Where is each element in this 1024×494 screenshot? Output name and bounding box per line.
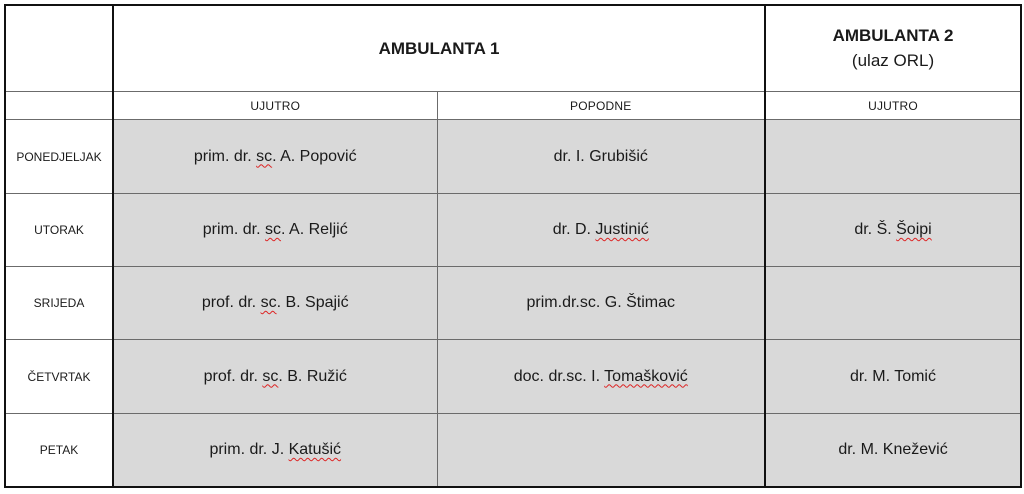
name-part-underlined: Katušić [288,440,342,458]
name-part: . A. Reljić [281,220,348,238]
table-row [5,193,1021,266]
amb1-afternoon-cell [437,413,765,487]
name-part: prim. dr. J. [209,440,289,458]
name-part: dr. I. Grubišić [553,147,648,165]
corner-cell [5,5,113,92]
subheader-row [5,92,1021,120]
amb2-morning-header: UJUTRO [765,92,1021,120]
name-part-underlined: sc [262,367,279,385]
day-label: PONEDJELJAK [5,120,113,193]
amb2-morning-cell [765,267,1021,340]
amb1-morning-cell [113,340,437,413]
name-part-underlined: Justinić [595,220,649,238]
name-part: . A. Popović [272,147,357,165]
amb1-afternoon-cell [437,193,765,266]
amb1-morning-cell [113,120,437,193]
ambulanta-2-subtitle: (ulaz ORL) [851,50,935,70]
amb2-morning-cell [765,120,1021,193]
amb2-morning-cell [765,413,1021,487]
header-row [5,5,1021,92]
name-part-underlined: Tomašković [604,367,688,385]
table-row [5,267,1021,340]
amb1-morning-header: UJUTRO [113,92,437,120]
name-part-underlined: sc [256,147,273,165]
amb1-afternoon-cell [437,120,765,193]
amb1-afternoon-cell [437,340,765,413]
name-part-underlined: Šoipi [896,220,932,238]
ambulanta-2-title: AMBULANTA 2 [832,26,954,46]
day-label: UTORAK [5,193,113,266]
name-part: doc. dr.sc. I. [513,367,605,385]
name-part-underlined: sc [265,220,282,238]
name-part: prof. dr. [201,294,261,312]
name-part: dr. M. Knežević [838,440,948,458]
ambulanta-1-header: AMBULANTA 1 [113,5,765,92]
corner-subcell [5,92,113,120]
amb1-morning-cell [113,267,437,340]
name-part: dr. Š. [854,220,897,238]
name-part: prim. dr. [202,220,266,238]
amb1-afternoon-cell [437,267,765,340]
amb1-afternoon-header: POPODNE [437,92,765,120]
name-part: . B. Spajić [276,294,349,312]
amb1-morning-cell [113,193,437,266]
day-label: SRIJEDA [5,267,113,340]
table-row [5,413,1021,487]
amb2-morning-cell [765,340,1021,413]
amb1-morning-cell [113,413,437,487]
name-part: . B. Ružić [278,367,347,385]
name-part: dr. M. Tomić [850,367,936,385]
amb2-morning-cell [765,193,1021,266]
table-row [5,340,1021,413]
schedule-table [4,4,1022,488]
day-label: PETAK [5,413,113,487]
name-part: dr. D. [552,220,596,238]
name-part: prim.dr.sc. G. Štimac [526,294,675,312]
day-label: ČETVRTAK [5,340,113,413]
name-part: prof. dr. [203,367,263,385]
ambulanta-2-header [765,5,1021,92]
name-part-underlined: sc [260,294,277,312]
table-row [5,120,1021,193]
name-part: prim. dr. [193,147,257,165]
